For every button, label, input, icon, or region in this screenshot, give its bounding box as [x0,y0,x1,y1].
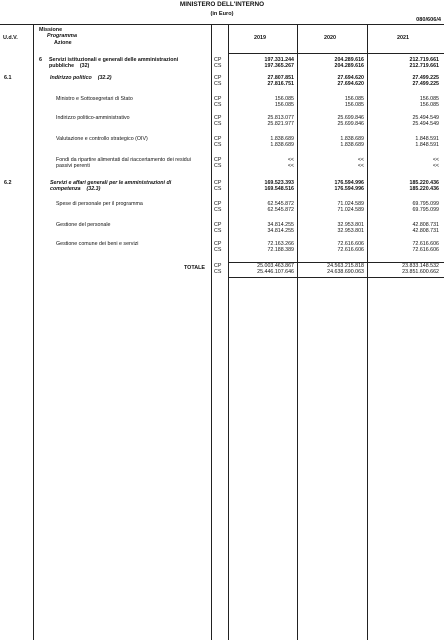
totale-value-cell: 25.003.463.867 25.446.107.646 [257,263,294,276]
type-labels: CP CS [214,75,222,88]
row-label: Ministro e Sottosegretari di Stato [56,96,133,102]
value-cell: 27.807.851 27.816.751 [267,75,294,88]
udv-column-divider [33,24,34,640]
year-2019-column-divider [297,24,298,640]
row-label: Indirizzo politico (32.2) [50,75,112,81]
value-cell: 27.499.225 27.499.225 [412,75,439,88]
value-cell: 169.523.393 169.548.516 [264,180,294,193]
row-label: Valutazione e controllo strategico (OIV) [56,136,148,142]
programma-header: Programma [47,33,77,39]
type-labels: CP CS [214,115,222,128]
row-code: (32.2) [97,75,112,81]
value-cell: 72.616.606 72.616.606 [412,241,439,254]
totale-border [228,277,444,278]
value-cell: 204.289.616 204.289.616 [334,57,364,70]
value-cell: << << [287,157,294,170]
currency-note: (in Euro) [210,11,234,17]
totale-value-cell: 23.833.148.532 23.851.600.662 [402,263,439,276]
year-header-2020: 2020 [324,35,336,41]
udv-code: 6.1 [4,75,12,81]
value-cell: 156.085 156.085 [344,96,364,109]
value-cell: 32.953.801 32.953.801 [337,222,364,235]
type-labels: CP CS [214,157,222,170]
value-cell: 34.814.255 34.814.255 [267,222,294,235]
value-cell: 42.808.731 42.808.731 [412,222,439,235]
year-2020-column-divider [367,24,368,640]
type-labels: CP CS [214,96,222,109]
value-cell: 176.594.996 176.594.996 [334,180,364,193]
row-label: Servizi e affari generali per le amministrazioni di competenza (32.3) [50,180,172,193]
row-label: Gestione comune dei beni e servizi [56,241,139,247]
value-cell: 27.694.620 27.694.620 [337,75,364,88]
ministry-title: MINISTERO DELL'INTERNO [179,1,265,8]
year-header-2021: 2021 [397,35,409,41]
value-cell: 197.331.244 197.365.267 [264,57,294,70]
value-cell: 156.085 156.085 [274,96,294,109]
value-cell: 62.545.872 62.545.872 [267,201,294,214]
value-cell: 1.838.689 1.838.689 [270,136,294,149]
missione-header: Missione [39,27,63,33]
table-top-border [0,24,444,25]
totale-border [228,262,444,263]
value-cell: 1.848.591 1.848.591 [415,136,439,149]
row-label: Indirizzo politico-amministrativo [56,115,130,121]
type-labels: CP CS [214,201,222,214]
value-cell: 71.024.589 71.024.589 [337,201,364,214]
type-labels: CP CS [214,241,222,254]
value-cell: << << [357,157,364,170]
value-cell: 156.085 156.085 [419,96,439,109]
row-label: Servizi istituzionali e generali delle amministrazioni pubbliche (32) [49,57,179,70]
type-labels: CP CS [214,57,222,70]
type-labels: CP CS [214,136,222,149]
udv-header: U.d.V. [3,35,18,41]
type-column-divider [228,24,229,640]
type-labels: CP CS [214,180,222,193]
value-cell: 212.719.661 212.719.661 [409,57,439,70]
document-code: 080/606/4 [416,17,441,23]
row-code: (32) [79,63,90,70]
value-cell: 25.494.549 25.494.549 [412,115,439,128]
year-header-2019: 2019 [254,35,266,41]
row-label: Spese di personale per il programma [56,201,143,207]
value-cell: 185.220.436 185.220.436 [409,180,439,193]
type-labels: CP CS [214,263,222,276]
row-label: Gestione del personale [56,222,111,228]
value-cell: 72.163.266 72.188.389 [267,241,294,254]
totale-value-cell: 24.563.215.818 24.638.690.063 [327,263,364,276]
value-cell: 25.813.077 25.821.977 [267,115,294,128]
header-bottom-border [228,53,444,54]
azione-header: Azione [54,40,72,46]
mission-number: 6 [39,57,42,63]
udv-code: 6.2 [4,180,12,186]
row-code: (32.3) [86,186,101,193]
row-label: Fondi da ripartire alimentati dal riaccertamento dei residui passivi perenti [56,157,191,170]
value-cell: 1.838.689 1.838.689 [340,136,364,149]
value-cell: 72.616.606 72.616.606 [337,241,364,254]
value-cell: 25.699.846 25.699.846 [337,115,364,128]
description-column-divider [211,24,212,640]
type-labels: CP CS [214,222,222,235]
value-cell: 69.795.099 69.795.099 [412,201,439,214]
totale-label: TOTALE [183,265,205,271]
value-cell: << << [432,157,439,170]
